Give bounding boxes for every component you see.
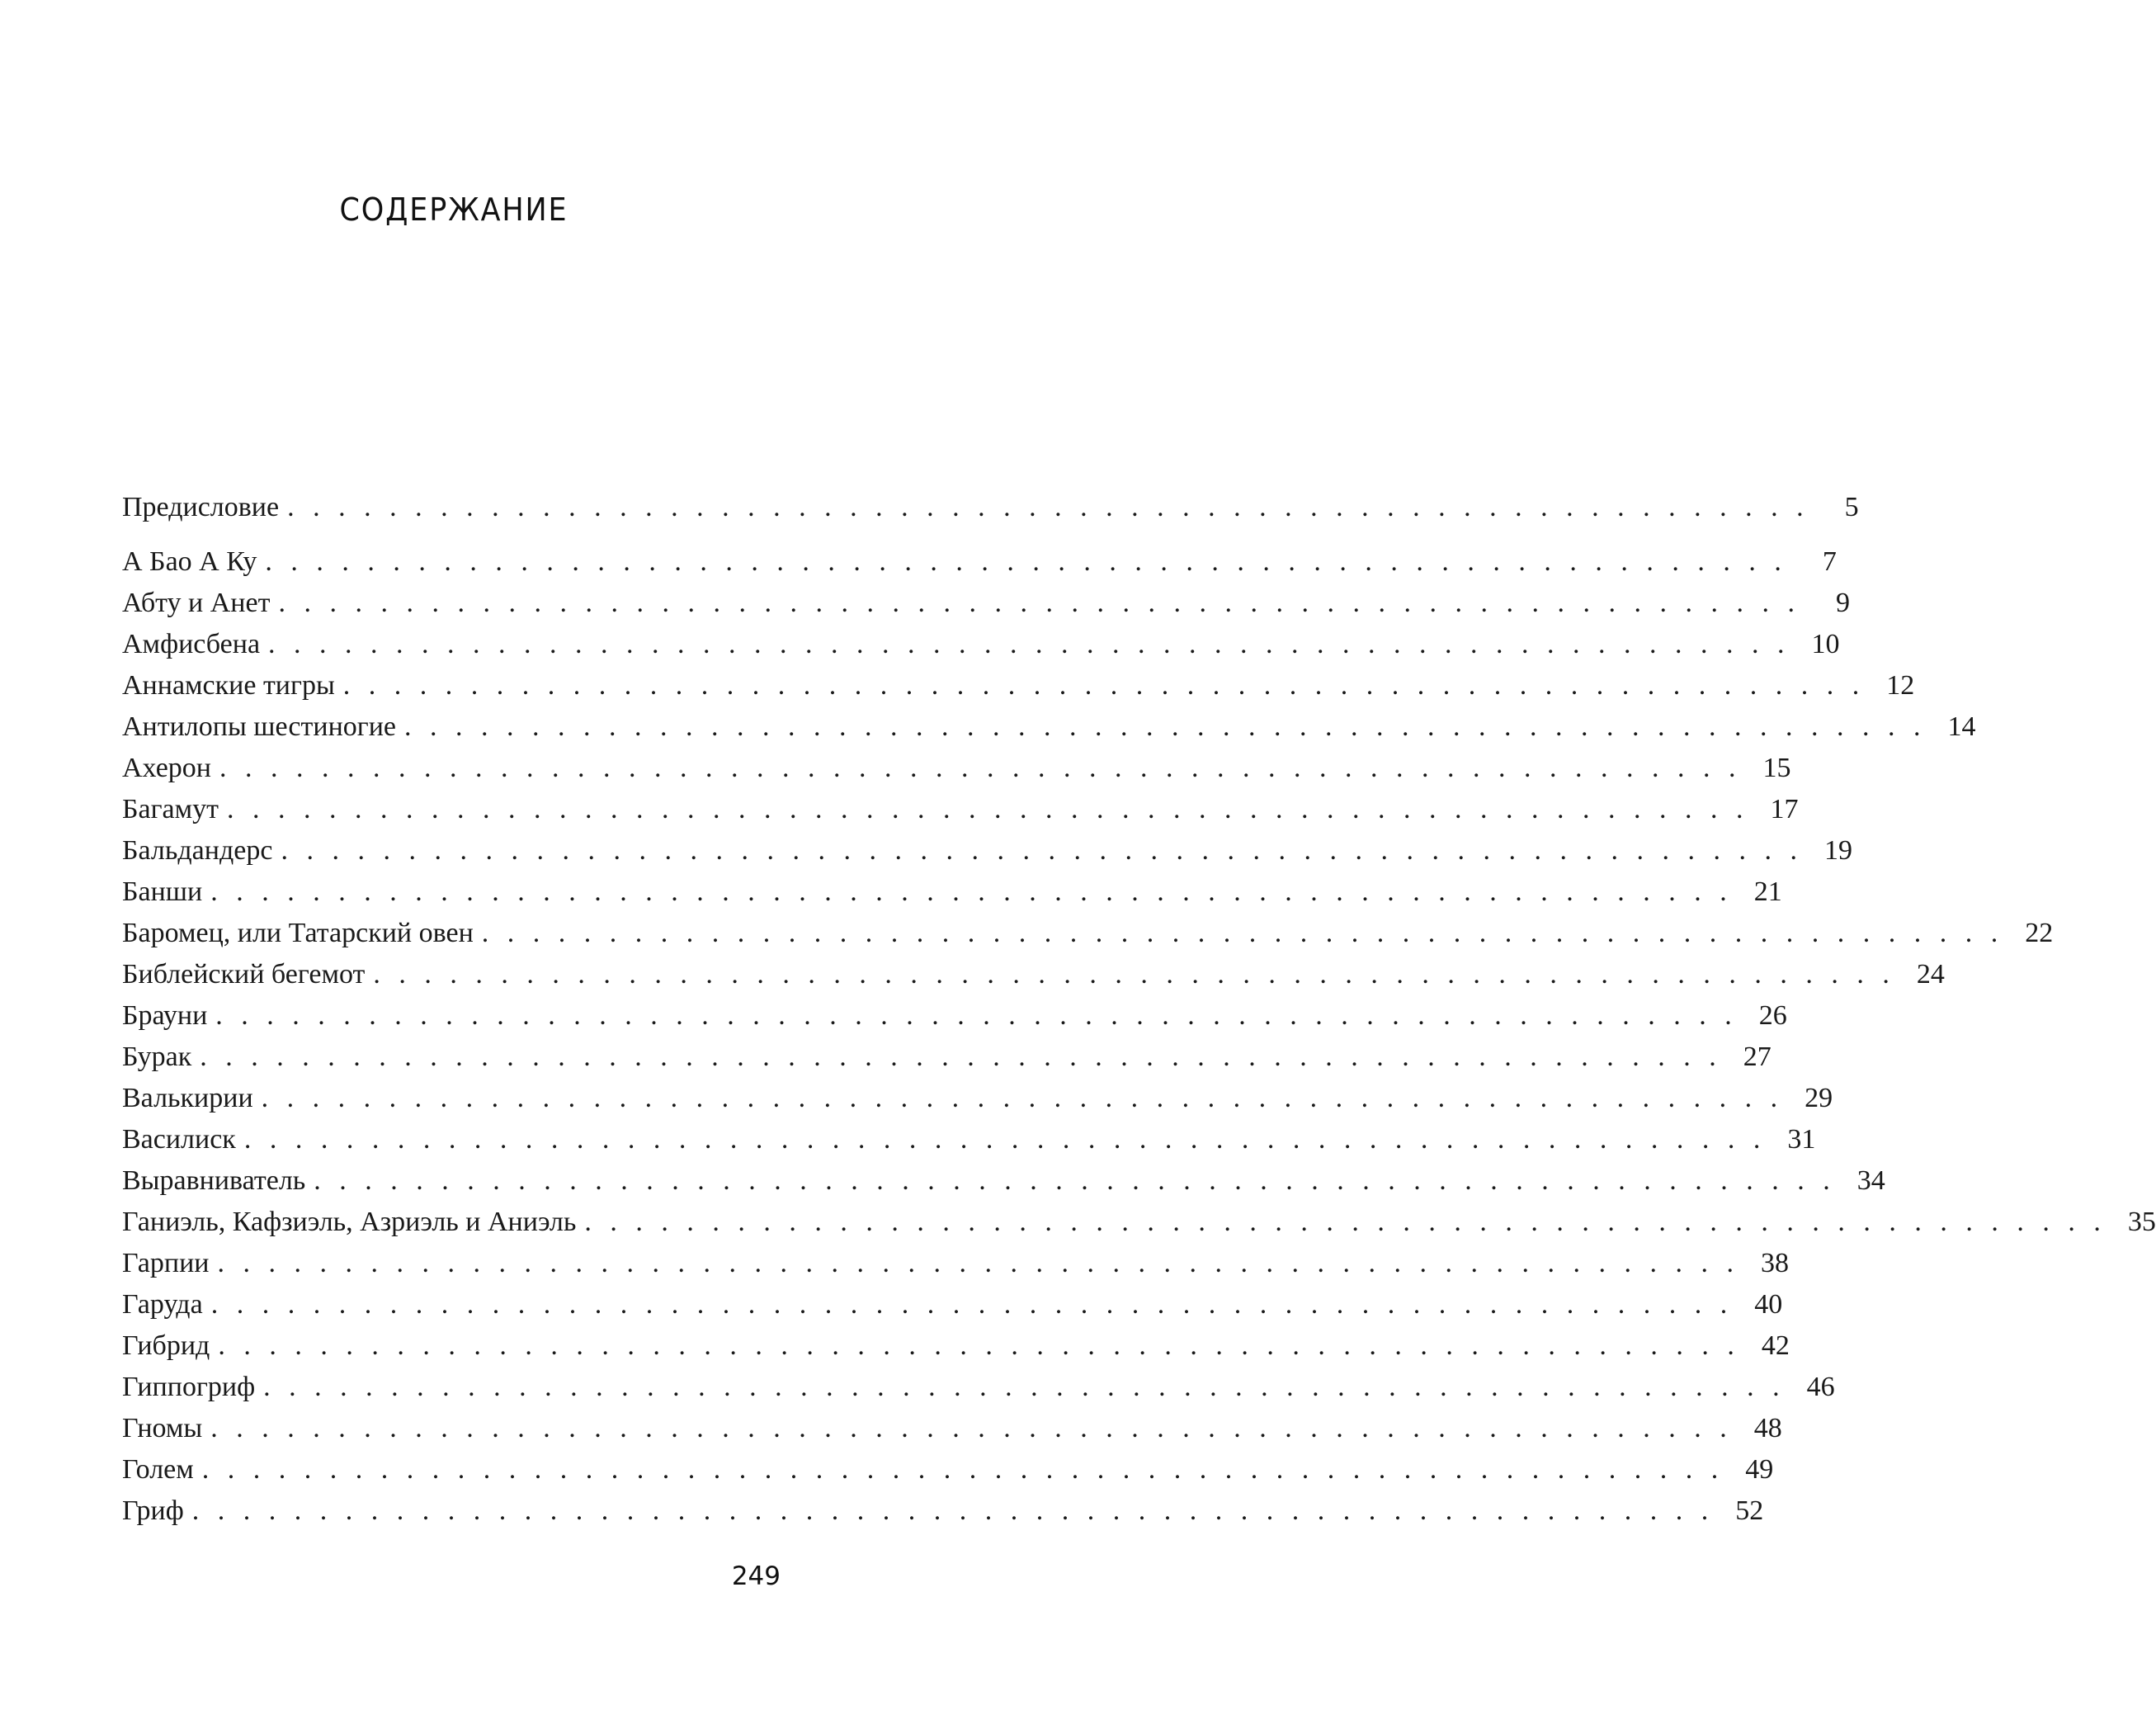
- toc-entry-title: Бурак: [122, 1042, 192, 1072]
- dot-leader: . . . . . . . . . . . . . . . . . . . . . . . . . . . . . . . . . . . . . . . . . . . . . . . . . . . . . . . . . . . .: [215, 1000, 1738, 1031]
- toc-entry-page: 42: [1761, 1330, 1790, 1361]
- dot-leader: . . . . . . . . . . . . . . . . . . . . . . . . . . . . . . . . . . . . . . . . . . . . . . . . . . . . . . . . . . . .: [278, 588, 1800, 618]
- toc-entry-title: Гриф: [122, 1495, 184, 1526]
- toc-entry-title: Библейский бегемот: [122, 959, 366, 990]
- toc-entry-title: Василиск: [122, 1124, 236, 1155]
- toc-entry[interactable]: [122, 954, 1945, 995]
- toc-entry-title: Выравниватель: [122, 1165, 306, 1196]
- toc-entry-title: Амфисбена: [122, 629, 261, 659]
- dot-leader: . . . . . . . . . . . . . . . . . . . . . . . . . . . . . . . . . . . . . . . . . . . . . . . . . . . . . . . . . . . .: [243, 1124, 1767, 1155]
- toc-entry-title: Бальдандерс: [122, 835, 273, 866]
- dot-leader: . . . . . . . . . . . . . . . . . . . . . . . . . . . . . . . . . . . . . . . . . . . . . . . . . . . . . . . . . . . .: [227, 794, 1749, 824]
- toc-entry-page: 5: [1844, 492, 1859, 522]
- dot-leader: . . . . . . . . . . . . . . . . . . . . . . . . . . . . . . . . . . . . . . . . . . . . . . . . . . . . . . . . . . . .: [210, 876, 1733, 907]
- toc-entry-title: Голем: [122, 1454, 194, 1485]
- toc-entry[interactable]: [122, 1408, 1782, 1449]
- dot-leader: . . . . . . . . . . . . . . . . . . . . . . . . . . . . . . . . . . . . . . . . . . . . . . . . . . . . . . . . . . . .: [191, 1495, 1715, 1526]
- toc-entry-page: 34: [1856, 1165, 1885, 1196]
- dot-leader: . . . . . . . . . . . . . . . . . . . . . . . . . . . . . . . . . . . . . . . . . . . . . . . . . . . . . . . . . . . .: [373, 959, 1895, 990]
- toc-entry[interactable]: [122, 995, 1787, 1037]
- toc-entry-page: 52: [1735, 1495, 1764, 1526]
- toc-entry-page: 17: [1770, 794, 1799, 824]
- page-number: 249: [731, 1561, 781, 1591]
- toc-entry[interactable]: [122, 583, 1850, 624]
- toc-entry-title: Антилопы шестиногие: [122, 711, 396, 742]
- toc-entry[interactable]: [122, 706, 1976, 748]
- toc-entry-title: Аннамские тигры: [122, 670, 335, 701]
- dot-leader: . . . . . . . . . . . . . . . . . . . . . . . . . . . . . . . . . . . . . . . . . . . . . . . . . . . . . . . . . . . .: [481, 918, 2004, 948]
- dot-leader: . . . . . . . . . . . . . . . . . . . . . . . . . . . . . . . . . . . . . . . . . . . . . . . . . . . . . . . . . . . .: [219, 753, 1742, 783]
- dot-leader: . . . . . . . . . . . . . . . . . . . . . . . . . . . . . . . . . . . . . . . . . . . . . . . . . . . . . . . . . . . .: [584, 1207, 2106, 1237]
- toc-entry[interactable]: [122, 1284, 1783, 1325]
- toc-entry[interactable]: [122, 1449, 1774, 1490]
- toc-entry[interactable]: [122, 665, 1915, 706]
- toc-entry-page: 31: [1787, 1124, 1816, 1155]
- toc-entry-page: 49: [1745, 1454, 1774, 1485]
- page-title: СОДЕРЖАНИЕ: [339, 191, 568, 228]
- dot-leader: . . . . . . . . . . . . . . . . . . . . . . . . . . . . . . . . . . . . . . . . . . . . . . . . . . . . . . . . . . . .: [342, 670, 1866, 701]
- toc-entry-title: Ганиэль, Кафзиэль, Азриэль и Аниэль: [122, 1207, 577, 1237]
- dot-leader: . . . . . . . . . . . . . . . . . . . . . . . . . . . . . . . . . . . . . . . . . . . . . . . . . . . . . . . . . . . .: [263, 1372, 1786, 1402]
- toc-entry[interactable]: [122, 624, 1840, 665]
- dot-leader: . . . . . . . . . . . . . . . . . . . . . . . . . . . . . . . . . . . . . . . . . . . . . . . . . . . . . . . . . . . .: [265, 546, 1787, 577]
- dot-leader: . . . . . . . . . . . . . . . . . . . . . . . . . . . . . . . . . . . . . . . . . . . . . . . . . . . . . . . . . . . .: [210, 1289, 1734, 1320]
- toc-entry-title: А Бао А Ку: [122, 546, 257, 577]
- toc-entry-page: 21: [1753, 876, 1782, 907]
- toc-entry[interactable]: [122, 1202, 2156, 1243]
- toc-entry[interactable]: [122, 872, 1782, 913]
- toc-entry-page: 22: [2025, 918, 2054, 948]
- dot-leader: . . . . . . . . . . . . . . . . . . . . . . . . . . . . . . . . . . . . . . . . . . . . . . . . . . . . . . . . . . . .: [210, 1413, 1733, 1443]
- dot-leader: . . . . . . . . . . . . . . . . . . . . . . . . . . . . . . . . . . . . . . . . . . . . . . . . . . . . . . . . . . . .: [200, 1042, 1722, 1072]
- toc-entry[interactable]: [122, 1490, 1764, 1532]
- toc-entry-title: Ахерон: [122, 753, 211, 783]
- toc-entry-page: 48: [1753, 1413, 1782, 1443]
- toc-entry[interactable]: [122, 1037, 1772, 1078]
- dot-leader: . . . . . . . . . . . . . . . . . . . . . . . . . . . . . . . . . . . . . . . . . . . . . . . . . . . . . . . . . . . .: [217, 1248, 1739, 1278]
- toc-entry[interactable]: [122, 748, 1791, 789]
- toc-entry-title: Абту и Анет: [122, 588, 271, 618]
- toc-entry-title: Банши: [122, 876, 203, 907]
- toc-entry-title: Гарпии: [122, 1248, 210, 1278]
- toc-entry[interactable]: [122, 830, 1852, 872]
- toc-entry-page: 46: [1806, 1372, 1835, 1402]
- toc-entry-title: Гибрид: [122, 1330, 210, 1361]
- toc-entry-page: 35: [2127, 1207, 2156, 1237]
- toc-entry[interactable]: [122, 541, 1837, 583]
- toc-entry-title: Предисловие: [122, 492, 280, 522]
- toc-entry[interactable]: [122, 789, 1799, 830]
- dot-leader: . . . . . . . . . . . . . . . . . . . . . . . . . . . . . . . . . . . . . . . . . . . . . . . . . . . . . . . . . . . .: [287, 492, 1809, 522]
- dot-leader: . . . . . . . . . . . . . . . . . . . . . . . . . . . . . . . . . . . . . . . . . . . . . . . . . . . . . . . . . . . .: [281, 835, 1803, 866]
- toc-entry[interactable]: [122, 1119, 1816, 1160]
- toc-entry-page: 9: [1835, 588, 1850, 618]
- toc-entry[interactable]: [122, 1078, 1833, 1119]
- toc-entry-page: 26: [1758, 1000, 1787, 1031]
- toc-entry-page: 15: [1762, 753, 1791, 783]
- toc-entry-title: Баромец, или Татарский овен: [122, 918, 474, 948]
- toc-entry-title: Гаруда: [122, 1289, 203, 1320]
- toc-entry[interactable]: [122, 1243, 1789, 1284]
- toc-entry-title: Гиппогриф: [122, 1372, 256, 1402]
- dot-leader: . . . . . . . . . . . . . . . . . . . . . . . . . . . . . . . . . . . . . . . . . . . . . . . . . . . . . . . . . . . .: [404, 711, 1927, 742]
- toc-entry-page: 12: [1886, 670, 1915, 701]
- toc-entry[interactable]: [122, 1160, 1885, 1202]
- toc-entry-page: 7: [1822, 546, 1837, 577]
- toc-entry-title: Брауни: [122, 1000, 208, 1031]
- toc-entry-page: 19: [1823, 835, 1852, 866]
- dot-leader: . . . . . . . . . . . . . . . . . . . . . . . . . . . . . . . . . . . . . . . . . . . . . . . . . . . . . . . . . . . .: [218, 1330, 1740, 1361]
- toc-entry-page: 27: [1743, 1042, 1772, 1072]
- toc-entry[interactable]: [122, 487, 1859, 528]
- toc-entry-page: 24: [1916, 959, 1945, 990]
- toc-entry-title: Багамут: [122, 794, 219, 824]
- toc-entry-title: Гномы: [122, 1413, 203, 1443]
- dot-leader: . . . . . . . . . . . . . . . . . . . . . . . . . . . . . . . . . . . . . . . . . . . . . . . . . . . . . . . . . . . .: [314, 1165, 1836, 1196]
- toc-entry-page: 14: [1947, 711, 1976, 742]
- toc-entry-title: Валькирии: [122, 1083, 253, 1113]
- dot-leader: . . . . . . . . . . . . . . . . . . . . . . . . . . . . . . . . . . . . . . . . . . . . . . . . . . . . . . . . . . . .: [201, 1454, 1724, 1485]
- toc-entry-page: 40: [1754, 1289, 1783, 1320]
- toc-entry-page: 10: [1811, 629, 1840, 659]
- toc-entry[interactable]: [122, 1325, 1790, 1367]
- dot-leader: . . . . . . . . . . . . . . . . . . . . . . . . . . . . . . . . . . . . . . . . . . . . . . . . . . . . . . . . . . . .: [261, 1083, 1784, 1113]
- dot-leader: . . . . . . . . . . . . . . . . . . . . . . . . . . . . . . . . . . . . . . . . . . . . . . . . . . . . . . . . . . . .: [268, 629, 1790, 659]
- toc-entry-page: 29: [1805, 1083, 1833, 1113]
- toc-entry-page: 38: [1761, 1248, 1789, 1278]
- table-of-contents: [122, 487, 2156, 1532]
- toc-entry[interactable]: [122, 1367, 1835, 1408]
- toc-entry[interactable]: [122, 913, 2054, 954]
